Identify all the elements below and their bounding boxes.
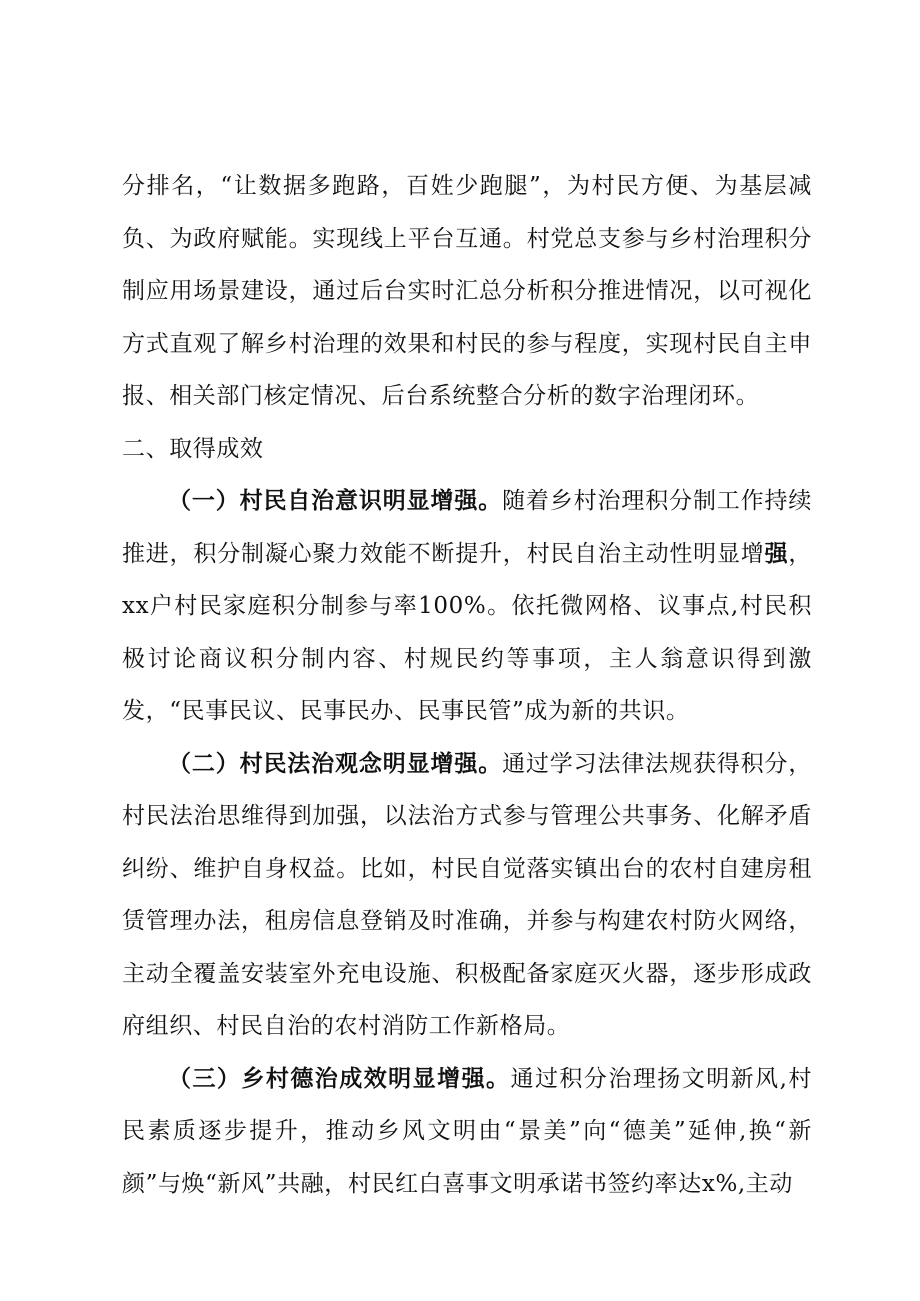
item-1-body-b: ，xx户村民家庭积分制参与率100%。依托微网格、议事点,村民积极讨论商议积分制内容、村规民约等事项，主人翁意识得到激发，“民事民议、民事民办、民事民管”成为新的共识。	[122, 540, 813, 724]
item-2-lead: （二）村民法治观念明显增强。	[168, 750, 503, 777]
achievement-item-1	[122, 475, 812, 738]
item-3-lead: （三）乡村德治成效明显增强。	[168, 1065, 511, 1092]
item-2-body: 通过学习法律法规获得积分，村民法治思维得到加强，以法治方式参与管理公共事务、化解矛盾纠纷、维护自身权益。比如，村民自觉落实镇出台的农村自建房租赁管理办法，租房信息登销及时准确，并参与构建农村防火网络，主动全覆盖安装室外充电设施、积极配备家庭灭火器，逐步形成政府组织、村民自治的农村消防工作新格局。	[122, 750, 812, 1039]
item-1-body-a: 随着乡村治理积分制工作持续推进，积分制凝心聚力效能不断提升，村民自治主动性明显增	[122, 488, 812, 567]
item-1-body-bold: 强	[764, 539, 789, 567]
achievement-item-3	[122, 1053, 812, 1211]
achievement-item-2	[122, 738, 812, 1053]
document-body	[122, 160, 812, 1210]
item-1-lead: （一）村民自治意识明显增强。	[168, 488, 503, 514]
item-3-body: 通过积分治理扬文明新风,村民素质逐步提升，推动乡风文明由“景美”向“德美”延伸,换“新颜”与焕“新风”共融，村民红白喜事文明承诺书签约率达x%,主动	[122, 1065, 812, 1197]
section-heading: 二、取得成效	[122, 435, 264, 462]
intro-paragraph: 分排名，“让数据多跑路，百姓少跑腿”，为村民方便、为基层减负、为政府赋能。实现线上平台互通。村党总支参与乡村治理积分制应用场景建设，通过后台实时汇总分析积分推进情况，以可视化方式直观了解乡村治理的效果和村民的参与程度，实现村民自主申报、相关部门核定情况、后台系统整合分析的数字治理闭环。	[122, 173, 812, 409]
